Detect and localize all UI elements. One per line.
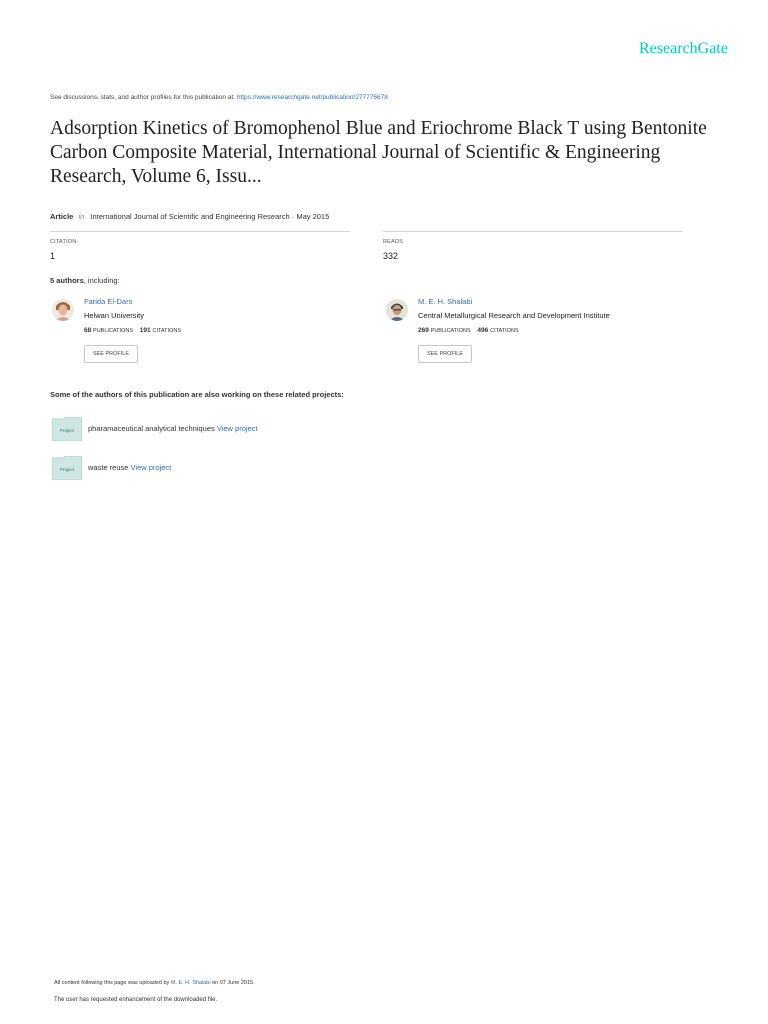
related-projects-heading: Some of the authors of this publication are also working on these related projects: bbox=[50, 390, 344, 399]
citations-count: 496 bbox=[477, 327, 489, 334]
upload-prefix: All content following this page was uploaded by bbox=[54, 980, 170, 986]
divider-right bbox=[383, 231, 683, 232]
divider-left bbox=[50, 231, 350, 232]
author-affiliation: Helwan University bbox=[84, 311, 145, 320]
author-name-link[interactable]: Farida El-Dars bbox=[84, 297, 133, 306]
researchgate-logo[interactable]: ResearchGate bbox=[639, 40, 728, 57]
authors-count: 5 authors bbox=[50, 276, 84, 285]
project-name: pharamaceutical analytical techniques bbox=[88, 424, 215, 433]
project-name: waste reuse bbox=[88, 463, 129, 472]
view-project-link[interactable]: View project bbox=[130, 463, 172, 472]
authors-heading-rest: , including: bbox=[83, 276, 120, 285]
project-icon-label: Project bbox=[59, 428, 75, 433]
folder-icon bbox=[52, 456, 82, 480]
publication-type: Article bbox=[50, 212, 74, 221]
person-photo-icon bbox=[386, 299, 408, 321]
author-stats bbox=[418, 327, 524, 334]
project-row bbox=[88, 463, 171, 472]
project-folder-icon bbox=[52, 456, 82, 478]
citations-label: CITATIONS bbox=[490, 328, 519, 334]
reads-label: READS bbox=[383, 239, 403, 245]
publication-url-link[interactable]: https://www.researchgate.net/publication/277776678 bbox=[236, 94, 388, 101]
project-icon-label: Project bbox=[59, 467, 75, 472]
view-project-link[interactable]: View project bbox=[216, 424, 258, 433]
author-stats bbox=[84, 327, 186, 334]
reads-count: 332 bbox=[383, 251, 399, 261]
publications-count: 68 bbox=[84, 327, 92, 334]
author-name-link[interactable]: M. E. H. Shalabi bbox=[418, 297, 473, 306]
see-profile-button[interactable]: SEE PROFILE bbox=[418, 345, 472, 363]
author-affiliation: Central Metallurgical Research and Development Institute bbox=[418, 311, 610, 320]
person-photo-icon bbox=[52, 299, 74, 321]
project-row bbox=[88, 424, 258, 433]
enhancement-note: The user has requested enhancement of the downloaded file. bbox=[54, 997, 218, 1003]
author-avatar[interactable] bbox=[386, 299, 408, 321]
author-avatar[interactable] bbox=[52, 299, 74, 321]
discussion-text: See discussions, stats, and author profiles for this publication at: bbox=[50, 94, 235, 101]
publications-count: 269 bbox=[418, 327, 429, 334]
see-profile-button[interactable]: SEE PROFILE bbox=[84, 345, 138, 363]
uploader-link[interactable]: M. E. H. Shalabi bbox=[170, 980, 211, 986]
publications-label: PUBLICATIONS bbox=[430, 328, 471, 334]
citation-label: CITATION bbox=[50, 239, 77, 245]
upload-note bbox=[54, 980, 255, 986]
publication-title: Adsorption Kinetics of Bromophenol Blue and Eriochrome Black T using Bentonite Carbon Composite Material, International Journal of Scientific & Engineering Research, Volume 6, Issu... bbox=[50, 118, 707, 187]
authors-heading bbox=[50, 276, 120, 285]
in-label: in bbox=[78, 212, 85, 221]
discussion-line bbox=[50, 94, 388, 101]
journal-info: International Journal of Scientific and Engineering Research · May 2015 bbox=[90, 212, 330, 221]
citation-count: 1 bbox=[50, 251, 56, 261]
publications-label: PUBLICATIONS bbox=[93, 328, 133, 334]
citations-count: 191 bbox=[139, 327, 151, 334]
project-folder-icon bbox=[52, 417, 82, 439]
publication-meta bbox=[50, 212, 329, 221]
upload-suffix: on 07 June 2015. bbox=[212, 980, 255, 986]
citations-label: CITATIONS bbox=[152, 328, 181, 334]
folder-icon bbox=[52, 417, 82, 441]
